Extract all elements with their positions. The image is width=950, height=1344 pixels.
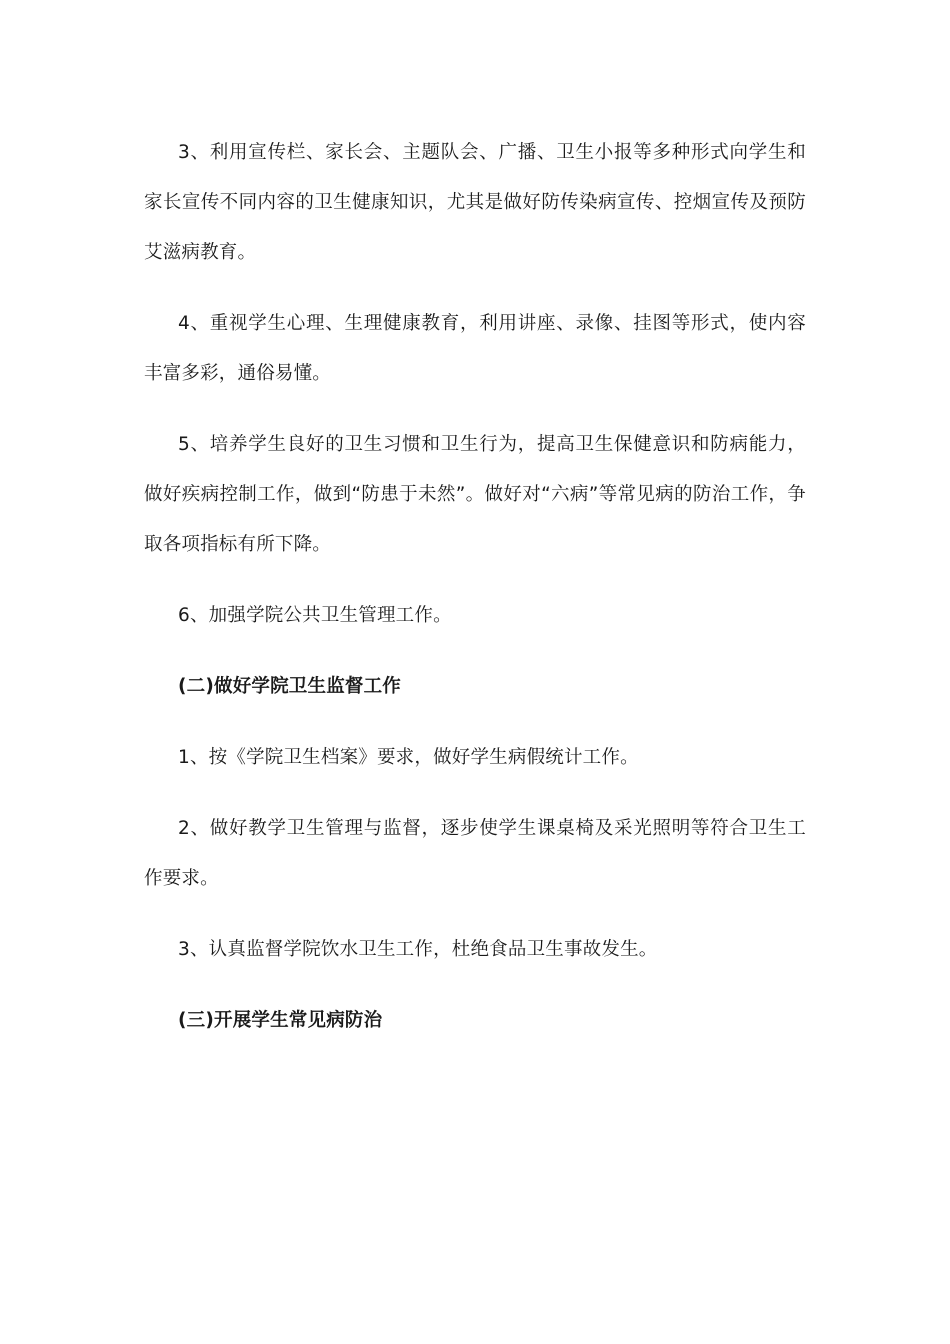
section-heading-supervision: (二)做好学院卫生监督工作 — [178, 676, 402, 697]
paragraph-item-3-water-hygiene: 3、认真监督学院饮水卫生工作，杜绝食品卫生事故发生。 — [178, 939, 658, 960]
paragraph-item-5-hygiene-habits: 5、培养学生良好的卫生习惯和卫生行为，提高卫生保健意识和防病能力，做好疾病控制工作，做到“防患于未然”。做好对“六病”等常见病的防治工作，争取各项指标有所下降。 — [144, 434, 806, 555]
paragraph-item-3-publicity: 3、利用宣传栏、家长会、主题队会、广播、卫生小报等多种形式向学生和家长宣传不同内容的卫生健康知识，尤其是做好防传染病宣传、控烟宣传及预防艾滋病教育。 — [144, 142, 806, 263]
paragraph-item-1-sick-leave: 1、按《学院卫生档案》要求，做好学生病假统计工作。 — [178, 747, 639, 768]
section-heading-disease-prevention: (三)开展学生常见病防治 — [178, 1010, 383, 1031]
paragraph-item-4-health-education: 4、重视学生心理、生理健康教育，利用讲座、录像、挂图等形式，使内容丰富多彩，通俗易懂。 — [144, 313, 806, 384]
paragraph-item-6-public-hygiene: 6、加强学院公共卫生管理工作。 — [178, 605, 452, 626]
paragraph-item-2-teaching-hygiene: 2、做好教学卫生管理与监督，逐步使学生课桌椅及采光照明等符合卫生工作要求。 — [144, 818, 806, 889]
document-body — [144, 128, 806, 1067]
